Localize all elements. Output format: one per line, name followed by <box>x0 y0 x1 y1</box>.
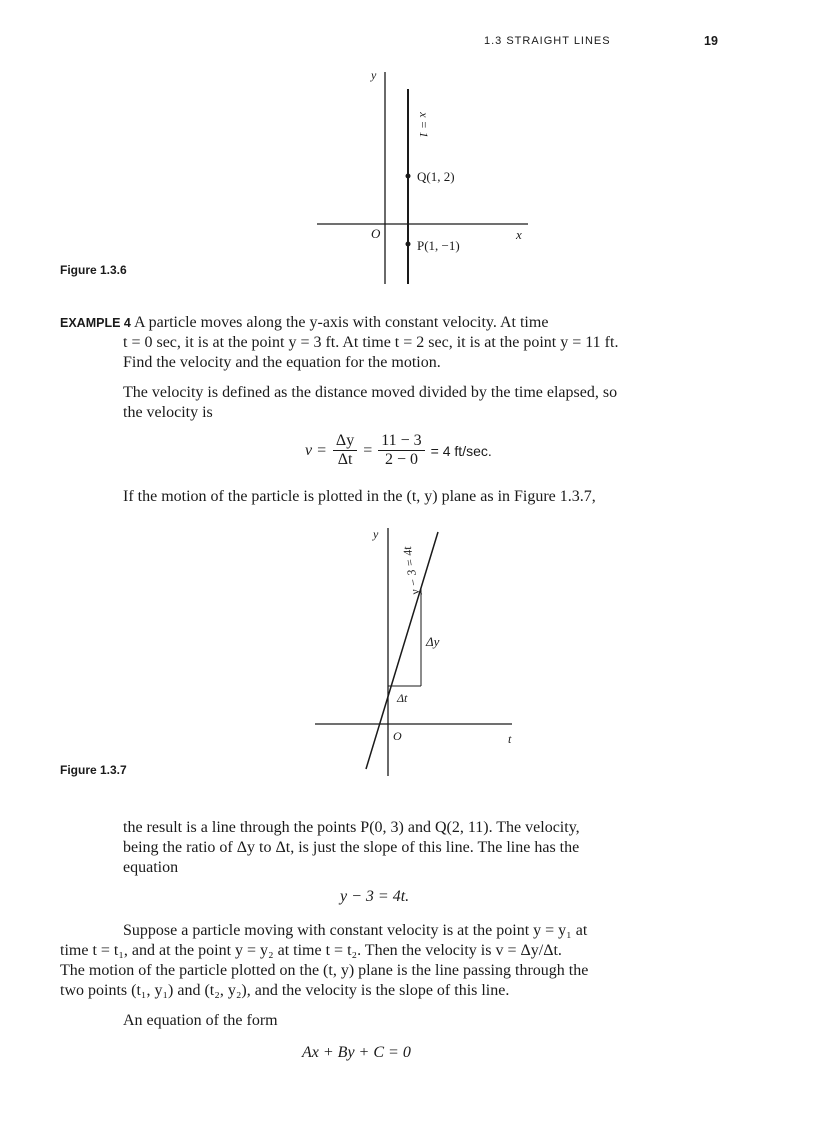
point-q-dot <box>406 174 411 179</box>
equals-sign: = <box>363 441 373 459</box>
example-4-line-3: Find the velocity and the equation for the motion. <box>123 354 441 371</box>
delta-y-label: Δy <box>426 634 440 649</box>
velocity-lhs: v = <box>305 441 327 459</box>
example-4-line-2: t = 0 sec, it is at the point y = 3 ft. At time t = 2 sec, it is at the point y = 11 ft. <box>123 334 619 351</box>
figure-caption-1-3-6: Figure 1.3.6 <box>60 263 127 277</box>
x-axis-label: x <box>516 227 522 242</box>
para2-line-2: time t = t₁, and at the point y = y₂ at time t = t₂. Then the velocity is v = Δy/Δt. <box>60 942 562 959</box>
velocity-result: = 4 ft/sec. <box>430 442 492 459</box>
example-label: EXAMPLE 4 <box>60 316 131 330</box>
y-axis-label: y <box>373 527 379 541</box>
point-q-label: Q(1, 2) <box>417 169 455 184</box>
origin-label: O <box>393 729 402 743</box>
general-equation: Ax + By + C = 0 <box>302 1044 411 1061</box>
velocity-definition-2: the velocity is <box>123 404 213 421</box>
point-p-dot <box>406 242 411 247</box>
example-text-1: A particle moves along the y-axis with constant velocity. At time <box>133 314 549 331</box>
figure-1-3-6 <box>300 60 560 290</box>
para1-line-3: equation <box>123 859 179 876</box>
line-label-x-equals-1: x = 1 <box>417 112 431 138</box>
origin-label: O <box>371 226 381 241</box>
velocity-definition-1: The velocity is defined as the distance moved divided by the time elapsed, so <box>123 384 618 401</box>
example-4-line-1 <box>60 313 701 333</box>
figure-caption-1-3-7: Figure 1.3.7 <box>60 763 127 777</box>
t-axis-label: t <box>508 732 512 746</box>
para2-line-3: The motion of the particle plotted on the (t, y) plane is the line passing through the <box>60 962 589 979</box>
para1-line-1: the result is a line through the points P(0, 3) and Q(2, 11). The velocity, <box>123 819 580 836</box>
fraction-values-denominator: 2 − 0 <box>384 451 418 468</box>
y-axis-label: y <box>371 68 377 82</box>
fraction-delta-denominator: Δt <box>337 451 353 468</box>
para2-line-4: two points (t₁, y₁) and (t₂, y₂), and the velocity is the slope of this line. <box>60 982 510 999</box>
figure-1-3-7 <box>310 520 530 780</box>
para3: An equation of the form <box>123 1012 278 1029</box>
page-number: 19 <box>704 34 718 48</box>
para2-line-1: Suppose a particle moving with constant velocity is at the point y = y₁ at <box>123 922 588 939</box>
point-p-label: P(1, −1) <box>417 238 460 253</box>
plot-sentence: If the motion of the particle is plotted in the (t, y) plane as in Figure 1.3.7, <box>123 488 596 505</box>
running-head: 1.3 STRAIGHT LINES <box>484 35 611 47</box>
velocity-equation <box>305 432 565 469</box>
delta-t-label: Δt <box>397 691 408 705</box>
fraction-delta <box>333 432 357 469</box>
para1-line-2: being the ratio of Δy to Δt, is just the slope of this line. The line has the <box>123 839 580 856</box>
fraction-values <box>378 432 424 469</box>
fraction-values-numerator: 11 − 3 <box>378 432 424 451</box>
fraction-delta-numerator: Δy <box>333 432 357 451</box>
motion-line <box>366 532 438 769</box>
line-label-y-3-4t: y − 3 = 4t <box>399 545 423 596</box>
equation-line: y − 3 = 4t. <box>340 888 410 905</box>
